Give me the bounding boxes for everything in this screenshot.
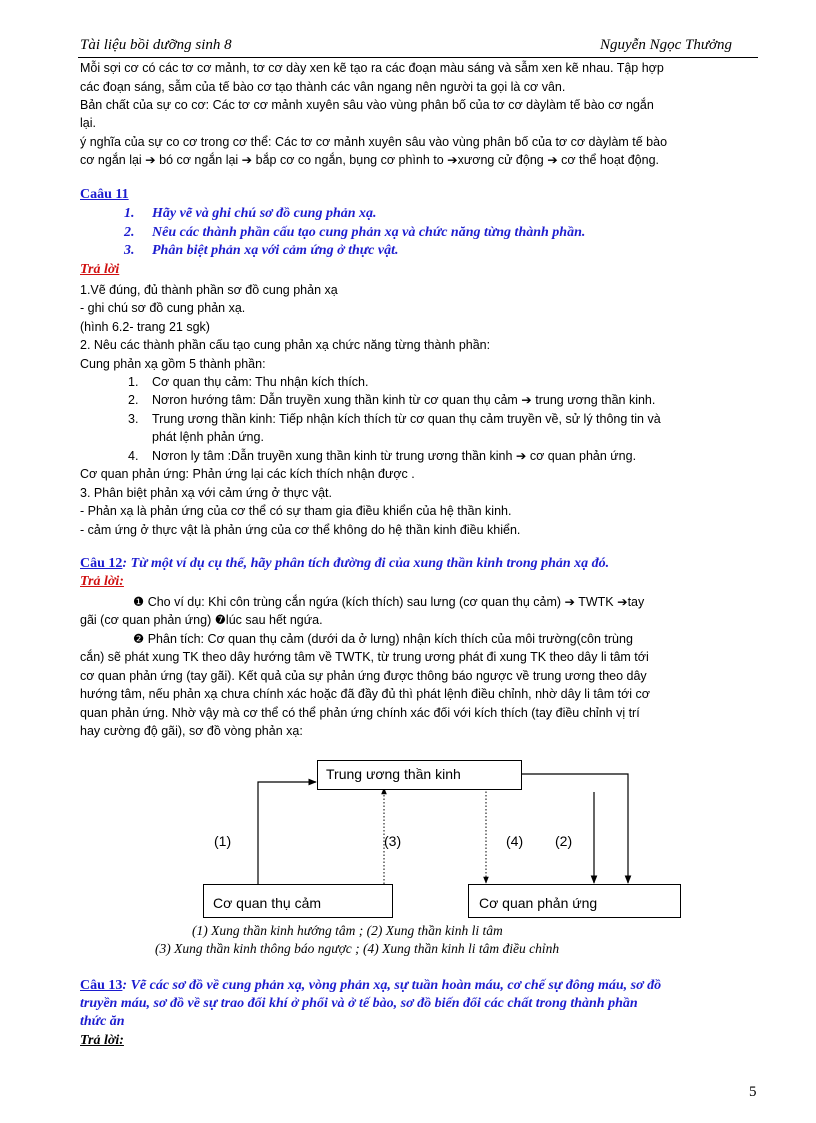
- q12-example-line-1: ❶ Cho ví dụ: Khi côn trùng cắn ngứa (kích thích) sau lưng (cơ quan thụ cảm) ➔ TWTK ➔tay: [133, 595, 645, 609]
- intro-line-6: cơ ngắn lại ➔ bó cơ ngắn lại ➔ bắp cơ co ngắn, bụng cơ phình to ➔xương cử động ➔ cơ thể hoạt động.: [80, 153, 659, 167]
- q11-question-1-num: 1.: [124, 206, 135, 221]
- q12-analysis-line-6: hay cường độ gãi), sơ đồ vòng phản xạ:: [80, 724, 303, 738]
- diagram-caption-2: (3) Xung thần kinh thông báo ngược ; (4) Xung thần kinh li tâm điều chỉnh: [155, 941, 560, 956]
- q11-question-3-num: 3.: [124, 243, 135, 258]
- diagram-label-4: (4): [506, 833, 524, 849]
- component-2-num: 2.: [128, 393, 139, 407]
- q13-answer-label: Trả lời:: [80, 1033, 124, 1048]
- q11-answer-line-2: - ghi chú sơ đồ cung phản xạ.: [80, 301, 246, 315]
- component-4-num: 4.: [128, 449, 139, 463]
- q11-question-2-text: Nêu các thành phần cấu tạo cung phản xạ và chức năng từng thành phần.: [152, 225, 586, 240]
- component-1-text: Cơ quan thụ cảm: Thu nhận kích thích.: [152, 375, 369, 389]
- q12-title: Câu 12: [80, 556, 123, 571]
- q13-heading: [80, 977, 661, 995]
- diagram-label-2: (2): [555, 833, 573, 849]
- receptor-box: [203, 884, 393, 918]
- q12-analysis-line-1: ❷ Phân tích: Cơ quan thụ cảm (dưới da ở lưng) nhận kích thích của môi trường(côn trùng: [133, 632, 633, 646]
- header-left: Tài liệu bồi dưỡng sinh 8: [80, 37, 232, 53]
- intro-line-2: các đoạn sáng, sẫm của tế bào cơ tạo thành các vân ngang nên người ta gọi là cơ vân.: [80, 80, 566, 94]
- q13-title: Câu 13: [80, 978, 123, 993]
- q11-answer-line-6: Cơ quan phản ứng: Phản ứng lại các kích thích nhận được .: [80, 467, 415, 481]
- header-right: Nguyễn Ngọc Thưởng: [600, 37, 733, 53]
- component-2-text: Nơron hướng tâm: Dẫn truyền xung thần kinh từ cơ quan thụ cảm ➔ trung ương thần kinh.: [152, 393, 656, 407]
- center-box-label: Trung ương thần kinh: [326, 766, 461, 782]
- q12-analysis-line-3: cơ quan phản ứng (tay gãi). Kết quả của sự phản ứng được thông báo ngược về trung ương theo dây: [80, 669, 647, 683]
- q12-analysis-line-2: cắn) sẽ phát xung TK theo dây hướng tâm về TWTK, từ trung ương phát đi xung TK theo dây li tâm tới: [80, 650, 649, 664]
- diagram-label-1: (1): [214, 833, 232, 849]
- component-3-text: Trung ương thần kinh: Tiếp nhận kích thích từ cơ quan thụ cảm truyền về, sử lý thông tin và: [152, 412, 661, 426]
- q12-analysis-line-4: hướng tâm, nếu phản xạ chưa chính xác hoặc đã đầy đủ thì phát lệnh điều chỉnh, nhờ dây li tâm tới cơ: [80, 687, 651, 701]
- component-3-num: 3.: [128, 412, 139, 426]
- q12-example-line-2: gãi (cơ quan phản ứng) ❼lúc sau hết ngứa.: [80, 613, 323, 627]
- q11-answer-line-4: 2. Nêu các thành phần cấu tạo cung phản xạ chức năng từng thành phần:: [80, 338, 491, 352]
- q12-analysis-line-5: quan phản ứng. Nhờ vậy mà cơ thể có thể phản ứng chính xác đối với kích thích (tay điều chỉnh vị trí: [80, 706, 640, 720]
- q11-question-2-num: 2.: [124, 225, 135, 240]
- intro-line-5: ý nghĩa của sự co cơ trong cơ thể: Các tơ cơ mảnh xuyên sâu vào vùng phân bố của tơ cơ dàylàm tế bào: [80, 135, 668, 149]
- q11-answer-line-8: - Phản xạ là phản ứng của cơ thể có sự tham gia điều khiển của hệ thần kinh.: [80, 504, 512, 518]
- bullet-1-icon: ❶: [133, 595, 145, 609]
- component-1-num: 1.: [128, 375, 139, 389]
- diagram-label-3: (3): [384, 833, 402, 849]
- intro-line-3: Bản chất của sự co cơ: Các tơ cơ mảnh xuyên sâu vào vùng phân bố của tơ cơ dàylàm tế bào cơ ngắn: [80, 98, 654, 112]
- arrow-outer-loop: [520, 774, 628, 883]
- effector-box: [468, 884, 681, 918]
- q12-question: : Từ một ví dụ cụ thể, hãy phân tích đường đi của xung thần kinh trong phản xạ đó.: [122, 556, 610, 571]
- q12-answer-label: Trả lời:: [80, 574, 124, 589]
- effector-box-label: Cơ quan phản ứng: [479, 895, 598, 911]
- page-number: 5: [749, 1084, 757, 1100]
- q13-question-line-2: truyền máu, sơ đồ về sự trao đổi khí ở phổi và ở tế bào, sơ đồ biến đổi các chất trong thành phần: [80, 996, 638, 1011]
- q11-answer-line-1: 1.Vẽ đúng, đủ thành phần sơ đồ cung phản xạ: [80, 283, 338, 297]
- q11-question-1-text: Hãy vẽ và ghi chú sơ đồ cung phản xạ.: [152, 206, 377, 221]
- intro-line-1: Mỗi sợi cơ có các tơ cơ mảnh, tơ cơ dày xen kẽ tạo ra các đoạn màu sáng và sẫm xen kẽ nhau. Tập hợp: [80, 61, 664, 75]
- arrow-1-afferent: [258, 782, 316, 884]
- q13-question-line-1: : Vẽ các sơ đồ về cung phản xạ, vòng phản xạ, sự tuần hoàn máu, cơ chế sự đông máu, sơ đồ: [122, 978, 662, 993]
- q11-question-3-text: Phân biệt phản xạ với cảm ứng ở thực vật.: [152, 243, 399, 258]
- center-box: [317, 760, 522, 790]
- q11-answer-line-5: Cung phản xạ gồm 5 thành phần:: [80, 357, 266, 371]
- intro-line-4: lại.: [80, 116, 96, 130]
- q13-question-line-3: thức ăn: [80, 1014, 125, 1029]
- component-3-cont: phát lệnh phản ứng.: [152, 430, 264, 444]
- bullet-2-icon: ❷: [133, 632, 145, 646]
- q11-answer-line-7: 3. Phân biệt phản xạ với cảm ứng ở thực vật.: [80, 486, 333, 500]
- receptor-box-label: Cơ quan thụ cảm: [213, 895, 322, 911]
- q11-answer-line-3: (hình 6.2- trang 21 sgk): [80, 320, 210, 334]
- q11-answer-line-9: - cảm ứng ở thực vật là phản ứng của cơ thể không do hệ thần kinh điều khiển.: [80, 523, 521, 537]
- q11-answer-label: Trả lời: [80, 262, 120, 277]
- component-4-text: Nơron ly tâm :Dẫn truyền xung thần kinh từ trung ương thần kinh ➔ cơ quan phản ứng.: [152, 449, 637, 463]
- diagram-caption-1: (1) Xung thần kinh hướng tâm ; (2) Xung thần kinh li tâm: [192, 923, 503, 938]
- q11-title: Caâu 11: [80, 187, 129, 202]
